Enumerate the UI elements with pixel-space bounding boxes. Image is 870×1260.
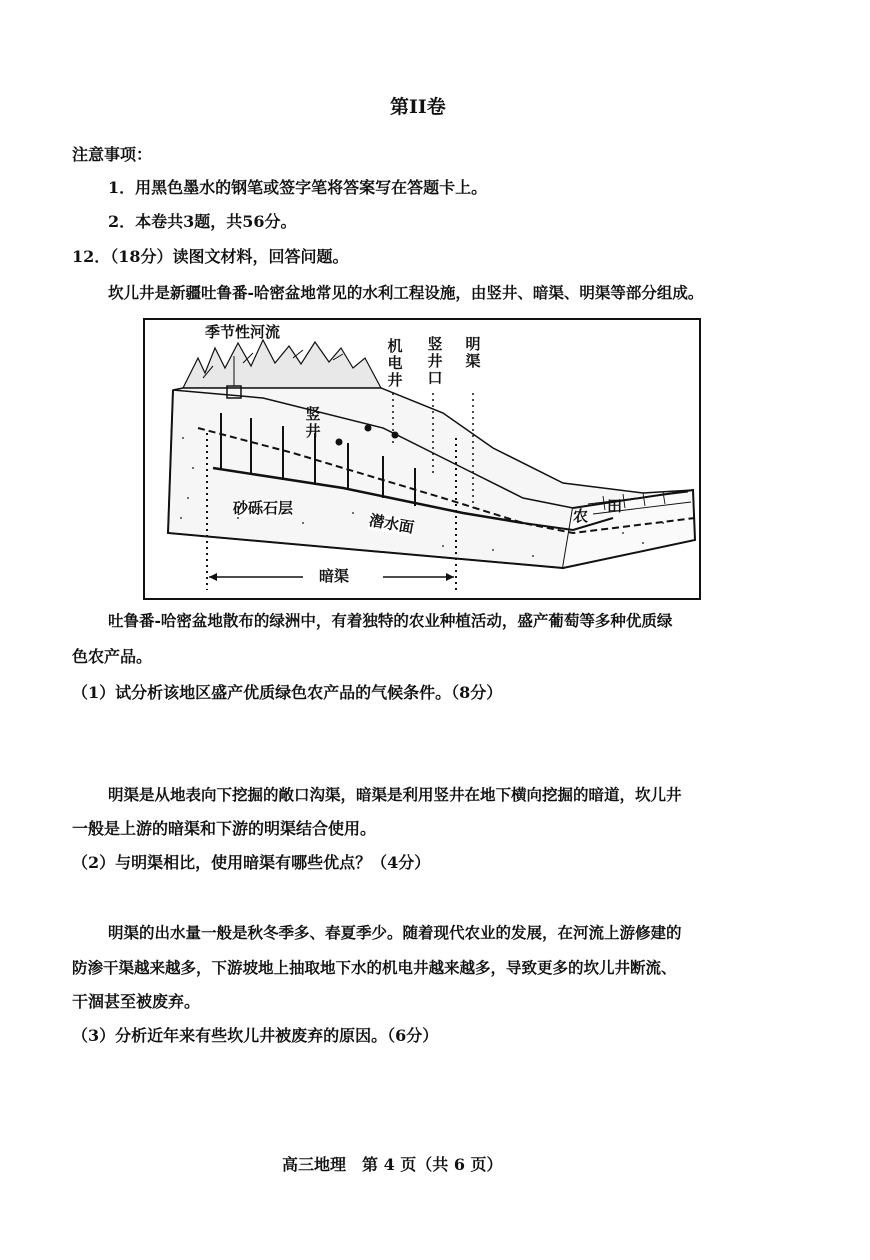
paragraph-2-line-1: 明渠是从地表向下挖掘的敞口沟渠，暗渠是利用竖井在地下横向挖掘的暗道，坎儿井: [108, 785, 682, 804]
question-2: （2）与明渠相比，使用暗渠有哪些优点？（4分）: [72, 853, 431, 872]
paragraph-2-line-2: 一般是上游的暗渠和下游的明渠结合使用。: [72, 819, 377, 838]
mountain-range: [183, 340, 381, 388]
label-farmland-1: 农: [573, 507, 589, 525]
label-seasonal-river: 季节性河流: [205, 323, 281, 341]
well-dot: [336, 439, 343, 446]
paragraph-1-line-2: 色农产品。: [72, 647, 153, 666]
karez-diagram: [143, 318, 701, 600]
note-item-1: 1．用黑色墨水的钢笔或签字笔将答案写在答题卡上。: [108, 178, 488, 197]
question-intro: 坎儿井是新疆吐鲁番-哈密盆地常见的水利工程设施，由竖井、暗渠、明渠等部分组成。: [108, 283, 704, 302]
section-title: 第II卷: [390, 96, 446, 118]
question-header: 12．（18分）读图文材料，回答问题。: [72, 247, 349, 266]
well-dot: [365, 425, 372, 432]
paragraph-1-line-1: 吐鲁番-哈密盆地散布的绿洲中，有着独特的农业种植活动，盛产葡萄等多种优质绿: [108, 611, 673, 630]
label-farmland-2: 田: [607, 497, 623, 515]
well-dot: [392, 432, 399, 439]
question-3: （3）分析近年来有些坎儿井被废弃的原因。（6分）: [72, 1026, 439, 1045]
label-electric-well: 机电井: [387, 337, 403, 389]
question-1: （1）试分析该地区盛产优质绿色农产品的气候条件。（8分）: [72, 683, 503, 702]
notes-heading: 注意事项：: [72, 145, 153, 164]
paragraph-3-line-3: 干涸甚至被废弃。: [72, 992, 201, 1011]
paragraph-3-line-2: 防渗干渠越来越多，下游坡地上抽取地下水的机电井越来越多，导致更多的坎儿井断流、: [72, 958, 677, 977]
label-gravel-layer: 砂砾石层: [233, 499, 294, 517]
label-water-table: 潜水面: [367, 511, 416, 537]
paragraph-3-line-1: 明渠的出水量一般是秋冬季多、春夏季少。随着现代农业的发展，在河流上游修建的: [108, 923, 682, 942]
label-open-canal: 明渠: [465, 335, 481, 370]
label-shaft-mouth: 竖井口: [427, 335, 443, 387]
karez-diagram-svg: [143, 318, 701, 600]
label-underground-canal: 暗渠: [319, 567, 350, 585]
note-item-2: 2．本卷共3题，共56分。: [108, 212, 297, 231]
page-footer: 高三地理 第 4 页（共 6 页）: [282, 1155, 503, 1174]
label-shaft: 竖井: [305, 405, 321, 440]
